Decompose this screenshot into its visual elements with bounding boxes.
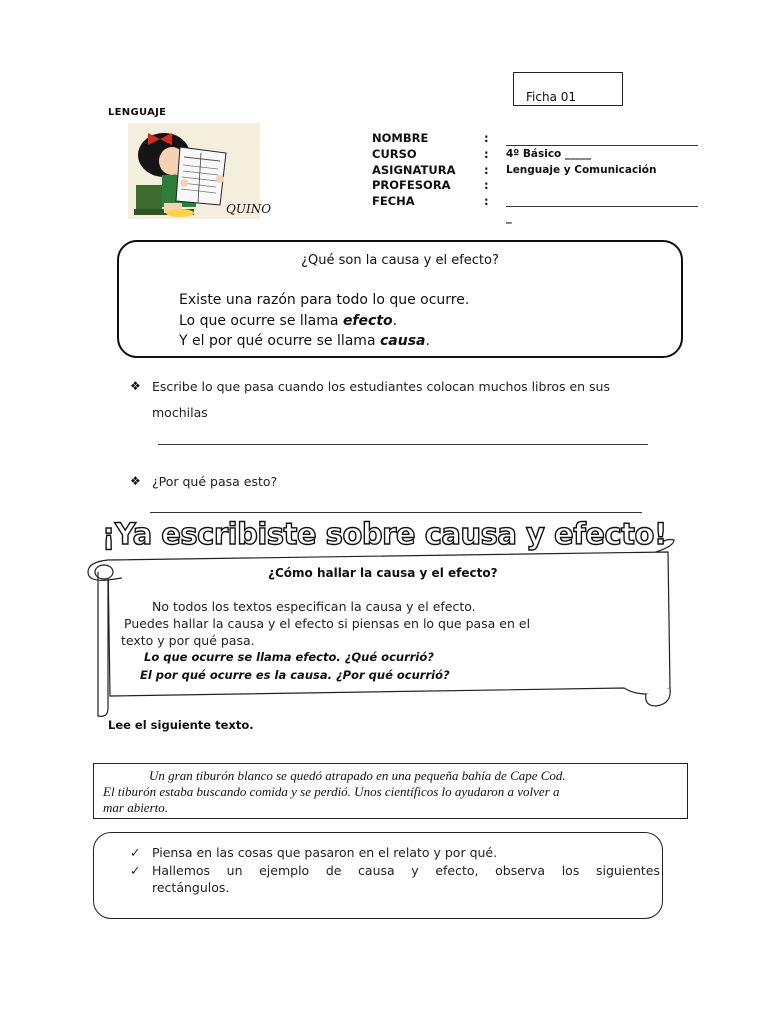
question-1-line-2: mochilas xyxy=(152,405,208,420)
subject-label: LENGUAJE xyxy=(108,107,167,118)
efecto-word: efecto xyxy=(342,312,393,329)
nombre-row xyxy=(372,131,428,147)
answer-line-1[interactable] xyxy=(158,443,648,445)
definition-lines xyxy=(179,290,469,352)
story-line-1: Un gran tiburón blanco se quedó atrapado en una pequeña bahía de Cape Cod. xyxy=(149,768,566,783)
ficha-box xyxy=(513,72,623,106)
asignatura-value: Lenguaje y Comunicación xyxy=(506,164,657,176)
scroll-line-5: El por qué ocurre es la causa. ¿Por qué ocurrió? xyxy=(140,668,450,682)
asignatura-row xyxy=(372,163,455,179)
profesora-row xyxy=(372,178,451,194)
nombre-field[interactable] xyxy=(506,134,698,146)
causa-word: causa xyxy=(379,333,426,349)
banner-title: ¡Ya escribiste sobre causa y efecto! xyxy=(102,517,667,551)
story-line-3: mar abierto. xyxy=(103,800,168,815)
fecha-field[interactable] xyxy=(506,195,698,207)
definition-line-3 xyxy=(179,331,469,352)
story-line-2: El tiburón estaba buscando comida y se perdió. Unos científicos lo ayudaron a volver a xyxy=(103,784,560,799)
ficha-label: Ficha 01 xyxy=(526,90,577,104)
curso-row xyxy=(372,147,417,163)
checklist-item-2-line-2: rectángulos. xyxy=(152,880,230,895)
fecha-row xyxy=(372,194,415,210)
scroll-title: ¿Cómo hallar la causa y el efecto? xyxy=(268,566,498,580)
scroll-line-3: texto y por qué pasa. xyxy=(121,633,255,648)
line3-post: . xyxy=(425,333,430,349)
definition-box xyxy=(117,240,683,358)
curso-value: 4º Básico _____ xyxy=(506,148,592,160)
question-2: ¿Por qué pasa esto? xyxy=(152,474,278,489)
question-1-line-1: Escribe lo que pasa cuando los estudiantes colocan muchos libros en sus xyxy=(152,379,610,394)
line3-pre: Y el por qué ocurre se llama xyxy=(179,333,380,349)
check-icon: ✓ xyxy=(130,863,141,878)
curso-label: CURSO xyxy=(372,147,417,161)
asignatura-label: ASIGNATURA xyxy=(372,163,456,177)
diamond-bullet-icon: ❖ xyxy=(130,474,141,488)
colon: : xyxy=(484,147,489,161)
read-prompt: Lee el siguiente texto. xyxy=(108,718,254,732)
answer-line-2[interactable] xyxy=(150,511,642,513)
quino-signature: QUINO xyxy=(226,202,272,216)
colon: : xyxy=(484,178,489,192)
scroll-line-1: No todos los textos especifican la causa y el efecto. xyxy=(152,599,476,614)
definition-line-2 xyxy=(179,311,469,332)
definition-question: ¿Qué son la causa y el efecto? xyxy=(301,253,499,268)
profesora-label: PROFESORA xyxy=(372,178,451,192)
student-info xyxy=(372,131,702,226)
line2-pre: Lo que ocurre se llama xyxy=(179,312,343,329)
scroll-line-2: Puedes hallar la causa y el efecto si piensas en lo que pasa en el xyxy=(124,616,531,631)
checklist-item-2-line-1: Hallemos un ejemplo de causa y efecto, observa los siguientes xyxy=(152,863,660,878)
instructions-box xyxy=(93,832,663,919)
fecha-label: FECHA xyxy=(372,194,415,208)
nombre-label: NOMBRE xyxy=(372,131,429,145)
girl-reading-illustration xyxy=(128,123,272,219)
fecha-tail: _ xyxy=(506,210,512,224)
line2-post: . xyxy=(392,312,398,329)
colon: : xyxy=(484,131,489,145)
colon: : xyxy=(484,163,489,177)
diamond-bullet-icon: ❖ xyxy=(130,379,141,393)
colon: : xyxy=(484,194,489,208)
definition-line-1: Existe una razón para todo lo que ocurre. xyxy=(179,292,470,308)
checklist-item-1: Piensa en las cosas que pasaron en el relato y por qué. xyxy=(152,845,498,860)
scroll-line-4: Lo que ocurre se llama efecto. ¿Qué ocurrió? xyxy=(144,650,434,664)
story-box xyxy=(93,763,688,819)
check-icon: ✓ xyxy=(130,845,141,860)
